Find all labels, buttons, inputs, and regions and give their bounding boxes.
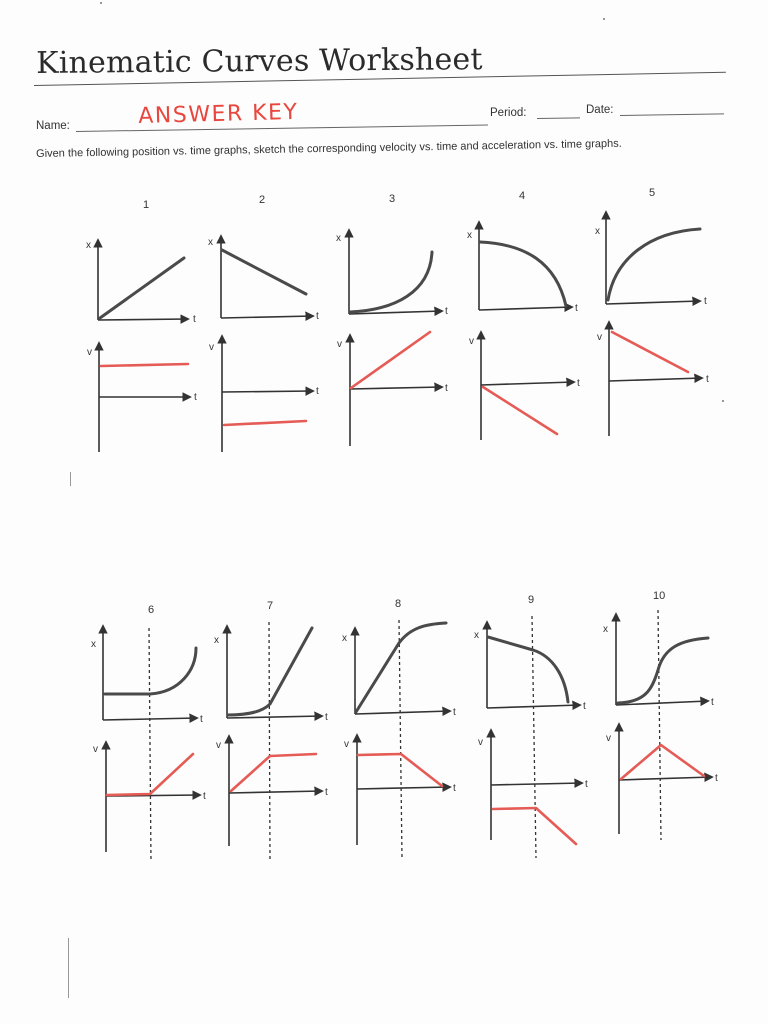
velocity-graph-9: [478, 730, 588, 844]
scan-mark: [70, 472, 71, 486]
velocity-graph-2: [209, 336, 319, 452]
t-axis-label: t: [445, 383, 448, 394]
position-graph-6: [91, 626, 203, 725]
velocity-graph-3: [337, 332, 448, 446]
problem-9: [474, 616, 588, 858]
t-axis-label: t: [203, 791, 206, 802]
t-axis-label: t: [453, 707, 456, 718]
t-axis-label: t: [583, 701, 586, 712]
v-axis-label: v: [209, 342, 214, 353]
velocity-answer-curve: [231, 754, 316, 791]
velocity-graph-10: [606, 724, 718, 834]
position-graph-5: [595, 212, 707, 307]
instructions: Given the following position vs. time graphs, sketch the corresponding velocity vs. time and acceleration vs. time graphs.: [36, 137, 622, 160]
date-label: Date:: [586, 104, 614, 116]
velocity-graph-6: [93, 742, 206, 852]
problem-4: [467, 222, 580, 440]
t-axis-label: t: [706, 374, 709, 385]
x-axis-label: x: [208, 237, 213, 248]
t-axis-label: t: [704, 296, 707, 307]
x-axis-label: x: [595, 226, 600, 237]
velocity-answer-curve: [483, 387, 557, 434]
x-axis-label: x: [603, 624, 608, 635]
answer-key-handwriting: ANSWER KEY: [138, 99, 299, 129]
problem-number-9: 9: [528, 594, 535, 606]
position-curve: [228, 628, 312, 715]
problem-number-8: 8: [395, 598, 402, 610]
velocity-answer-curve: [358, 754, 442, 786]
v-axis-label: v: [344, 739, 349, 750]
x-axis-label: x: [91, 639, 96, 650]
velocity-graph-7: [216, 736, 328, 846]
position-graph-7: [214, 626, 328, 723]
v-axis-label: v: [606, 733, 611, 744]
period-label: Period:: [490, 107, 527, 119]
position-graph-4: [467, 222, 578, 314]
scan-mark: [68, 938, 69, 998]
position-curve: [350, 252, 432, 312]
velocity-graph-5: [597, 322, 709, 436]
name-label: Name:: [36, 120, 70, 132]
position-curve: [618, 638, 708, 703]
problem-2: [208, 236, 319, 452]
velocity-answer-curve: [612, 332, 688, 372]
transition-dashed-line: [269, 622, 270, 862]
problem-10: [603, 610, 718, 840]
t-axis-label: t: [715, 773, 718, 784]
v-axis-label: v: [93, 744, 98, 755]
t-axis-label: t: [316, 311, 319, 322]
problem-number-7: 7: [267, 600, 274, 612]
v-axis-label: v: [469, 336, 474, 347]
scan-mark: [100, 2, 102, 4]
transition-dashed-line: [399, 620, 402, 858]
t-axis-label: t: [711, 697, 714, 708]
v-axis-label: v: [216, 740, 221, 751]
velocity-graph-8: [344, 735, 456, 845]
transition-dashed-line: [149, 628, 151, 862]
position-curve: [480, 242, 566, 306]
position-curve: [356, 623, 446, 712]
position-graph-9: [474, 622, 586, 712]
transition-dashed-line: [658, 610, 661, 840]
position-curve: [105, 648, 196, 694]
t-axis-label: t: [577, 378, 580, 389]
problem-number-2: 2: [259, 194, 266, 206]
position-graph-2: [208, 236, 319, 322]
problem-number-5: 5: [649, 187, 656, 199]
problem-7: [214, 622, 328, 862]
t-axis-label: t: [194, 392, 197, 403]
scan-mark: [722, 400, 724, 402]
x-axis-label: x: [336, 233, 341, 244]
velocity-answer-curve: [621, 745, 704, 779]
v-axis-label: v: [478, 737, 483, 748]
position-curve: [100, 258, 184, 318]
velocity-answer-curve: [493, 808, 576, 844]
t-axis-label: t: [193, 314, 196, 325]
problem-number-3: 3: [389, 193, 396, 205]
position-curve: [222, 250, 306, 294]
v-axis-label: v: [337, 339, 342, 350]
velocity-answer-curve: [101, 364, 188, 366]
problem-1: [86, 240, 197, 452]
v-axis-label: v: [597, 332, 602, 343]
t-axis-label: t: [453, 783, 456, 794]
t-axis-label: t: [585, 779, 588, 790]
problem-3: [336, 230, 448, 446]
t-axis-label: t: [325, 712, 328, 723]
position-curve: [488, 637, 568, 702]
problem-number-1: 1: [143, 199, 150, 211]
problem-number-4: 4: [519, 190, 526, 202]
velocity-answer-curve: [351, 332, 430, 388]
x-axis-label: x: [467, 230, 472, 241]
position-graph-3: [336, 230, 448, 317]
x-axis-label: x: [86, 240, 91, 251]
position-curve: [608, 229, 700, 300]
problem-5: [595, 212, 709, 436]
worksheet-title: Kinematic Curves Worksheet: [36, 42, 483, 81]
x-axis-label: x: [214, 635, 219, 646]
scan-mark: [603, 18, 605, 20]
position-graph-1: [86, 240, 196, 325]
t-axis-label: t: [575, 303, 578, 314]
velocity-answer-curve: [224, 421, 306, 425]
problem-number-6: 6: [148, 604, 155, 616]
problem-number-10: 10: [653, 590, 666, 602]
x-axis-label: x: [342, 633, 347, 644]
t-axis-label: t: [316, 386, 319, 397]
t-axis-label: t: [325, 787, 328, 798]
velocity-graph-1: [87, 343, 197, 452]
x-axis-label: x: [474, 630, 479, 641]
problem-6: [91, 626, 206, 862]
velocity-graph-4: [469, 332, 580, 440]
t-axis-label: t: [445, 306, 448, 317]
v-axis-label: v: [87, 347, 92, 358]
problem-8: [342, 620, 456, 858]
t-axis-label: t: [200, 714, 203, 725]
